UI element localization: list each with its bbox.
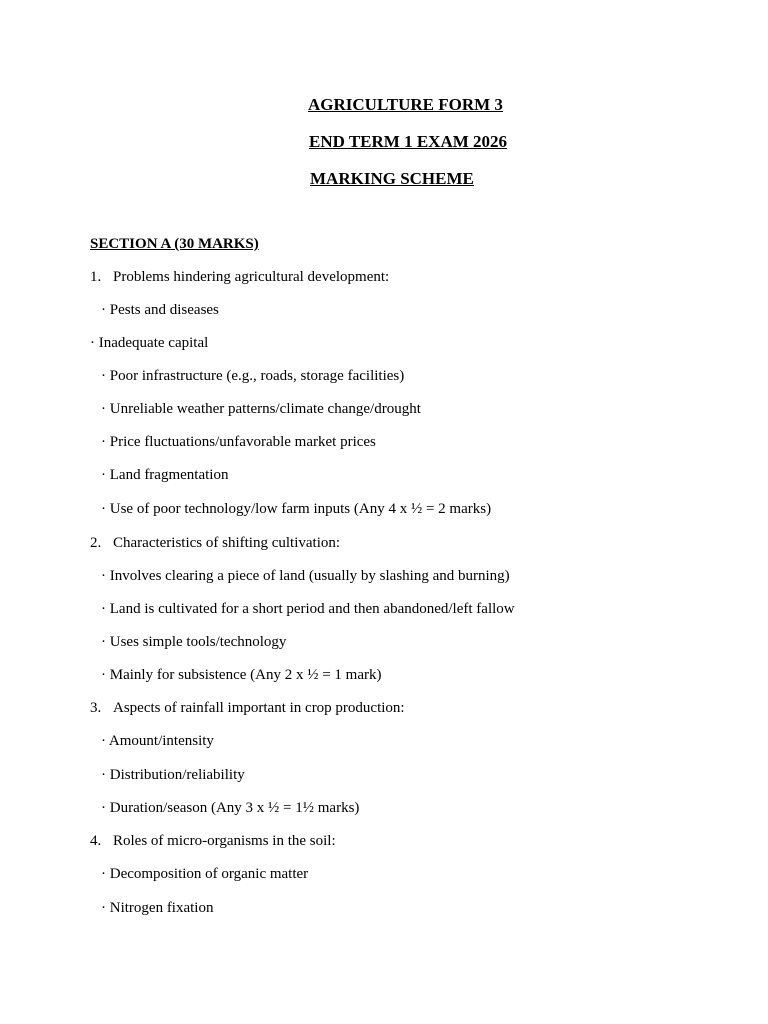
answer-item: · Use of poor technology/low farm inputs (Any 4 x ½ = 2 marks) [101, 501, 492, 517]
question-text: Characteristics of shifting cultivation: [113, 535, 341, 551]
question-2 [90, 535, 340, 552]
answer-item: · Pests and diseases [101, 302, 219, 318]
question-3 [90, 700, 405, 717]
answer-item: · Nitrogen fixation [101, 900, 214, 916]
question-text: Aspects of rainfall important in crop production: [113, 700, 405, 716]
question-4 [90, 833, 336, 850]
question-text: Problems hindering agricultural development: [113, 269, 390, 285]
answer-item: · Uses simple tools/technology [101, 634, 287, 650]
answer-item: · Land is cultivated for a short period and then abandoned/left fallow [101, 601, 515, 617]
answer-item: · Distribution/reliability [101, 767, 245, 783]
answer-item: · Decomposition of organic matter [101, 866, 309, 882]
answer-item: · Inadequate capital [90, 335, 209, 351]
question-number: 4. [90, 833, 102, 849]
answer-item: · Land fragmentation [101, 467, 229, 483]
document-title-scheme: MARKING SCHEME [310, 169, 474, 188]
question-number: 3. [90, 700, 102, 716]
question-text: Roles of micro-organisms in the soil: [113, 833, 336, 849]
answer-item: · Unreliable weather patterns/climate change/drought [101, 401, 421, 417]
question-number: 2. [90, 535, 102, 551]
document-title-subject: AGRICULTURE FORM 3 [308, 95, 503, 114]
section-a-heading: SECTION A (30 MARKS) [90, 236, 259, 252]
question-1 [90, 269, 389, 286]
answer-item: · Duration/season (Any 3 x ½ = 1½ marks) [101, 800, 360, 816]
document-title-exam: END TERM 1 EXAM 2026 [309, 132, 508, 151]
answer-item: · Price fluctuations/unfavorable market prices [101, 434, 376, 450]
answer-item: · Mainly for subsistence (Any 2 x ½ = 1 mark) [101, 667, 382, 683]
answer-item: · Amount/intensity [101, 733, 214, 749]
question-number: 1. [90, 269, 102, 285]
answer-item: · Poor infrastructure (e.g., roads, storage facilities) [101, 368, 405, 384]
answer-item: · Involves clearing a piece of land (usually by slashing and burning) [101, 568, 510, 584]
